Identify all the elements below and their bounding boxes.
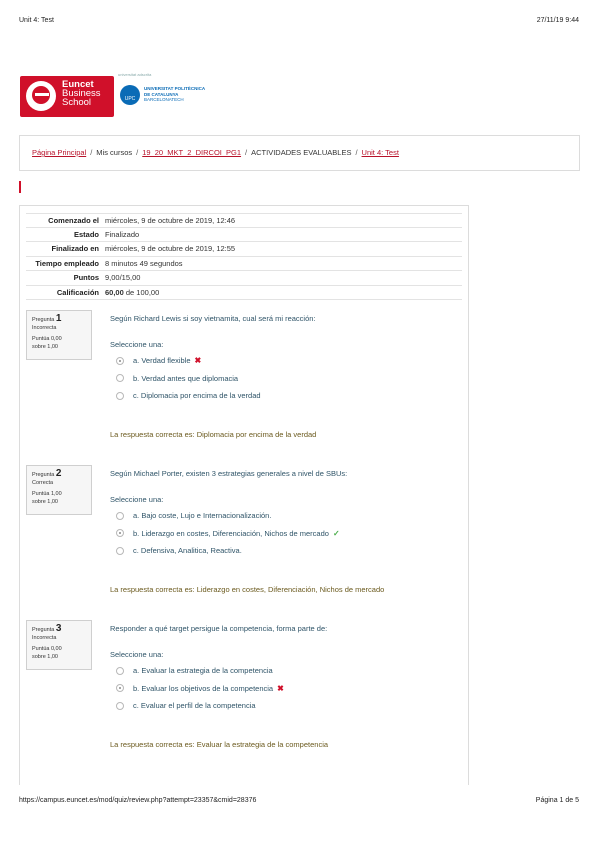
question-score [32, 491, 86, 506]
upc-logo-text [144, 86, 205, 103]
breadcrumb [19, 135, 580, 171]
upc-badge-text: UPC [124, 96, 136, 102]
summary-key: Estado [73, 229, 99, 239]
question-score-line1: Puntúa 1,00 [32, 491, 62, 497]
summary-key: Puntos [73, 273, 99, 283]
question-number: 2 [55, 468, 62, 479]
question-state: Correcta [32, 479, 54, 486]
radio-selected-icon[interactable] [116, 529, 124, 537]
radio-icon[interactable] [116, 547, 124, 555]
euncet-logo-line2: Business [62, 88, 101, 99]
breadcrumb-separator: / [90, 148, 93, 157]
answer-option[interactable] [110, 507, 450, 525]
question-score-line2: sobre 1,00 [32, 343, 58, 350]
summary-row-finished [26, 242, 462, 257]
answer-label: b. Evaluar los objetivos de la competencia [133, 683, 274, 693]
euncet-logo-line3: School [62, 97, 92, 108]
question-text: Según Michael Porter, existen 3 estrategias generales a nivel de SBUs: [110, 469, 348, 478]
question-number: 3 [55, 623, 62, 634]
summary-row-state [26, 228, 462, 243]
question-score-line1: Puntúa 0,00 [32, 336, 62, 342]
summary-row-grade [26, 286, 462, 301]
print-header [0, 17, 599, 29]
logo-area [20, 72, 260, 122]
print-datetime: 27/11/19 9:44 [536, 17, 579, 24]
question-info [26, 465, 92, 515]
question-number: 1 [55, 313, 62, 324]
upc-logo-icon[interactable] [120, 85, 140, 105]
answer-label: a. Verdad flexible [133, 356, 191, 366]
grade-max: de 100,00 [125, 287, 160, 297]
question-score-line2: sobre 1,00 [32, 653, 58, 660]
answer-option[interactable] [110, 387, 450, 405]
answer-label: c. Defensiva, Analitica, Reactiva. [133, 546, 242, 556]
answer-option[interactable] [110, 525, 450, 543]
question-prompt: Seleccione una: [110, 495, 164, 504]
euncet-logo[interactable] [20, 76, 114, 117]
question-label: Pregunta [32, 317, 55, 323]
answer-label: c. Diplomacia por encima de la verdad [133, 391, 261, 401]
answer-option[interactable] [110, 680, 450, 698]
answer-option[interactable] [110, 697, 450, 715]
euncet-logo-line1: Euncet [62, 79, 94, 90]
breadcrumb-separator: / [355, 148, 358, 157]
answer-option[interactable] [110, 662, 450, 680]
question-state: Incorrecta [32, 324, 57, 331]
question-score [32, 646, 86, 661]
answer-label: b. Liderazgo en costes, Diferenciación, Nichos de mercado [133, 528, 329, 538]
question-text: Según Richard Lewis si soy vietnamita, cual será mi reacción: [110, 314, 316, 323]
answer-option[interactable] [110, 352, 450, 370]
breadcrumb-separator: / [136, 148, 139, 157]
answer-label: a. Bajo coste, Lujo e Internacionalización. [133, 511, 272, 521]
answer-option[interactable] [110, 370, 450, 388]
question-info [26, 310, 92, 360]
attempt-summary-table [26, 213, 462, 300]
radio-icon[interactable] [116, 702, 124, 710]
radio-icon[interactable] [116, 392, 124, 400]
question-score [32, 336, 86, 351]
summary-row-time [26, 257, 462, 272]
upc-line1: UNIVERSITAT POLITÈCNICA [144, 86, 206, 91]
euncet-logo-text [62, 80, 101, 107]
grade-value: 60,00 [105, 287, 124, 297]
quiz-review-panel [19, 205, 469, 785]
question-score-line2: sobre 1,00 [32, 498, 58, 505]
incorrect-icon: ✖ [194, 356, 202, 366]
breadcrumb-separator: / [245, 148, 248, 157]
question-prompt: Seleccione una: [110, 650, 164, 659]
page-url: https://campus.euncet.es/mod/quiz/review.php?attempt=23357&cmid=28376 [19, 797, 257, 804]
question-body [110, 624, 450, 715]
page-number: Página 1 de 5 [535, 797, 579, 804]
section-marker [19, 181, 21, 193]
radio-icon[interactable] [116, 512, 124, 520]
question-body [110, 469, 450, 560]
radio-selected-icon[interactable] [116, 684, 124, 692]
print-title: Unit 4: Test [19, 17, 54, 24]
question-info [26, 620, 92, 670]
summary-value: 8 minutos 49 segundos [105, 258, 183, 268]
summary-value: Finalizado [105, 229, 140, 239]
question-score-line1: Puntúa 0,00 [32, 646, 62, 652]
question-body [110, 314, 450, 405]
summary-value [105, 288, 159, 297]
radio-icon[interactable] [116, 374, 124, 382]
summary-value: miércoles, 9 de octubre de 2019, 12:46 [105, 215, 236, 225]
question-label: Pregunta [32, 627, 55, 633]
summary-key: Comenzado el [48, 215, 99, 225]
answer-label: a. Evaluar la estrategia de la competencia [133, 666, 273, 676]
summary-key: Tiempo empleado [35, 258, 99, 268]
correct-answer-feedback: La respuesta correcta es: Liderazgo en costes, Diferenciación, Nichos de mercado [110, 585, 385, 594]
upc-line3: BARCELONATECH [144, 97, 184, 102]
correct-answer-feedback: La respuesta correcta es: Diplomacia por encima de la verdad [110, 430, 317, 439]
summary-value: miércoles, 9 de octubre de 2019, 12:55 [105, 244, 236, 254]
breadcrumb-course-link[interactable]: 19_20_MKT_2_DIRCOI_PG1 [142, 148, 242, 157]
question-state: Incorrecta [32, 634, 57, 641]
question-label: Pregunta [32, 472, 55, 478]
upc-caption: universitat adscrita [118, 72, 152, 77]
correct-answer-feedback: La respuesta correcta es: Evaluar la estrategia de la competencia [110, 740, 329, 749]
summary-value: 9,00/15,00 [105, 273, 141, 283]
summary-row-points [26, 271, 462, 286]
answer-label: c. Evaluar el perfil de la competencia [133, 701, 256, 711]
breadcrumb-home-link[interactable]: Página Principal [32, 148, 87, 157]
upc-line2: DE CATALUNYA [144, 91, 179, 97]
answer-option[interactable] [110, 542, 450, 560]
breadcrumb-section: ACTIVIDADES EVALUABLES [251, 148, 352, 157]
question-text: Responder a qué target persigue la competencia, forma parte de: [110, 624, 328, 633]
summary-row-started [26, 213, 462, 228]
summary-key: Calificación [56, 287, 99, 297]
breadcrumb-courses: Mis cursos [96, 148, 133, 157]
breadcrumb-current-link[interactable]: Unit 4: Test [361, 148, 399, 157]
checkmark-icon: ✓ [332, 528, 340, 538]
question-prompt: Seleccione una: [110, 340, 164, 349]
euncet-emblem-icon [26, 81, 56, 111]
answer-label: b. Verdad antes que diplomacia [133, 373, 239, 383]
radio-selected-icon[interactable] [116, 357, 124, 365]
incorrect-icon: ✖ [277, 683, 284, 693]
summary-key: Finalizado en [51, 244, 99, 254]
radio-icon[interactable] [116, 667, 124, 675]
